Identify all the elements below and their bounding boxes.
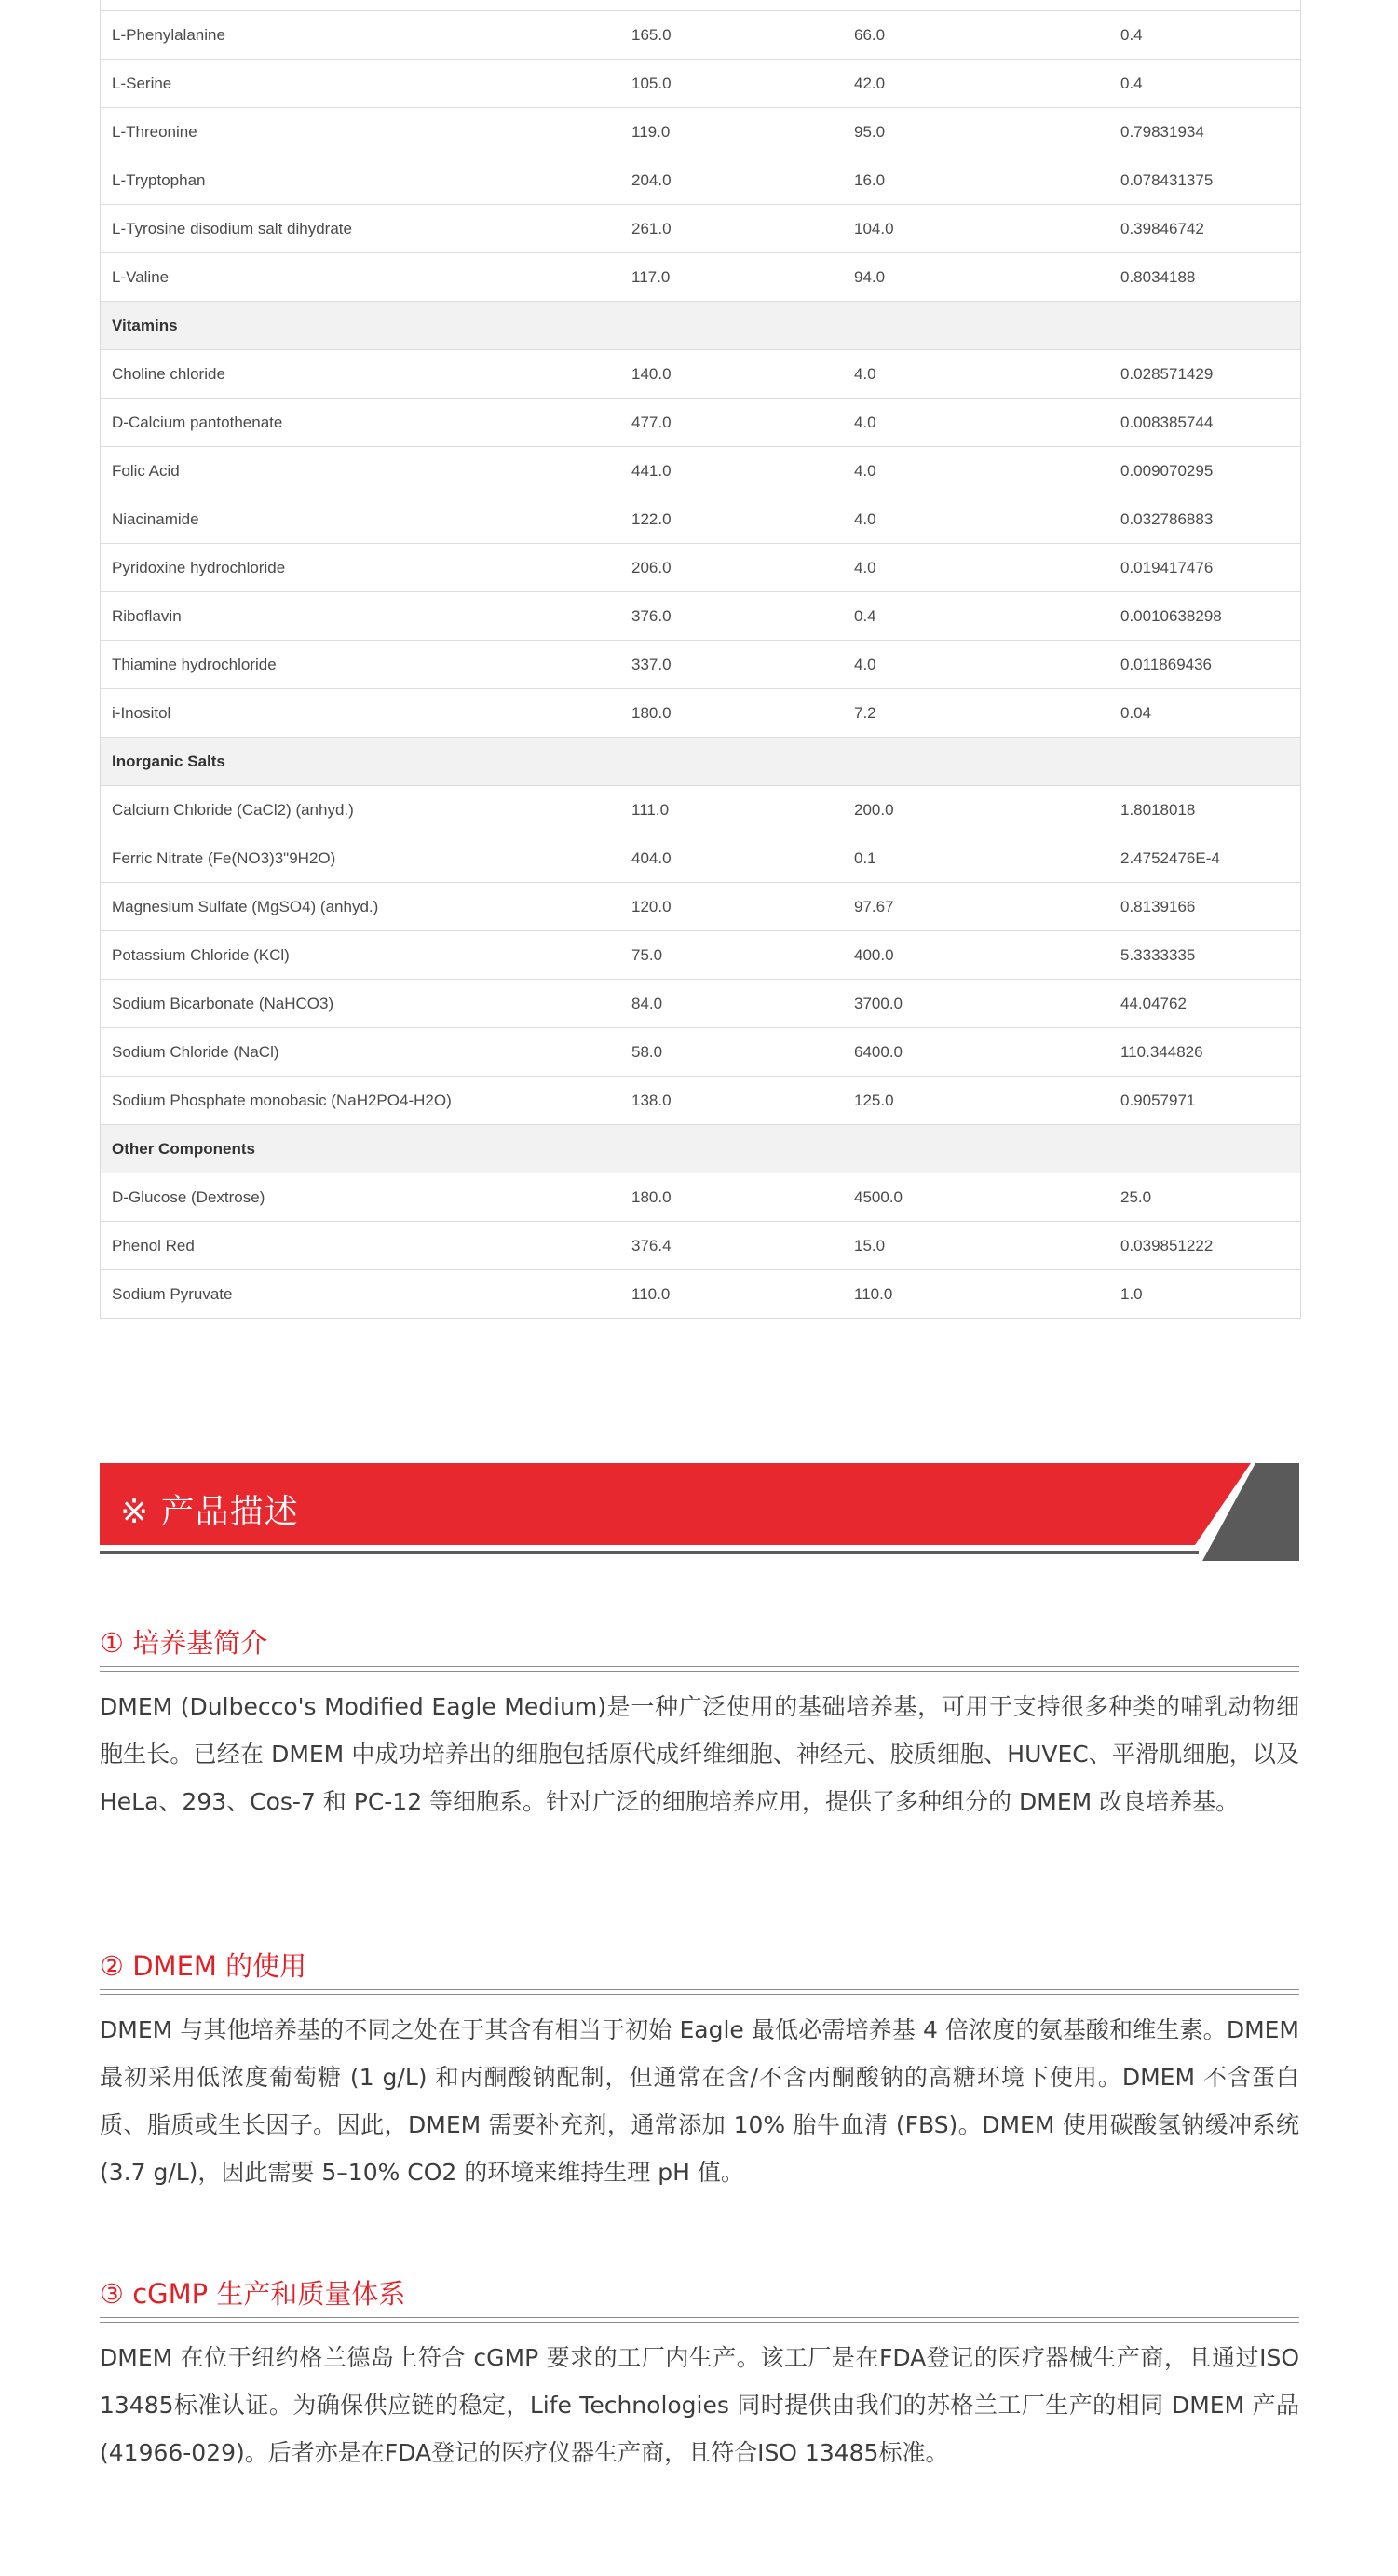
molecular-weight: 110.0 [631,1284,671,1303]
table-row [101,205,1300,253]
concentration: 4.0 [854,509,876,528]
component-name: D-Glucose (Dextrose) [112,1187,265,1206]
component-name: D-Calcium pantothenate [112,413,283,431]
table-row [101,1173,1300,1222]
molecular-weight: 111.0 [631,800,670,819]
molarity: 0.019417476 [1120,558,1214,576]
molecular-weight: 138.0 [631,1091,672,1109]
molarity: 25.0 [1120,1187,1152,1206]
concentration: 4.0 [854,558,876,576]
molarity: 0.8139166 [1120,897,1196,915]
category-name: Other Components [112,1139,255,1158]
molarity: 0.4 [1120,74,1143,92]
molecular-weight: 180.0 [631,703,672,722]
concentration: 4.0 [854,461,876,480]
molecular-weight: 122.0 [631,509,672,528]
component-name: Sodium Chloride (NaCl) [112,1042,279,1061]
concentration: 15.0 [854,1236,886,1254]
table-row [101,592,1300,641]
table-row [101,641,1300,689]
table-row [101,980,1300,1028]
section-banner [100,1463,1299,1561]
concentration: 4.0 [854,413,876,431]
table-row [101,253,1300,302]
molecular-weight: 58.0 [631,1042,663,1061]
molarity: 1.0 [1120,1284,1143,1303]
molarity: 0.008385744 [1120,413,1214,431]
concentration: 94.0 [854,267,886,286]
concentration: 16.0 [854,170,886,189]
molarity: 0.028571429 [1120,364,1214,383]
molarity: 0.009070295 [1120,461,1214,480]
molecular-weight: 376.4 [631,1236,672,1254]
component-name: L-Threonine [112,122,197,141]
section-title: ② DMEM 的使用 [100,1950,307,1982]
molarity: 110.344826 [1120,1042,1203,1061]
table-row [101,931,1300,980]
component-name: L-Phenylalanine [112,25,225,44]
concentration: 110.0 [854,1284,893,1303]
component-name: Choline chloride [112,364,225,383]
molecular-weight: 180.0 [631,1187,672,1206]
table-row [101,399,1300,447]
table-row [101,1270,1300,1319]
molarity: 2.4752476E-4 [1120,848,1220,867]
molecular-weight: 404.0 [631,848,672,867]
section-intro [100,1621,1299,1825]
section-divider [100,2317,1299,2323]
component-name: Sodium Pyruvate [112,1284,233,1303]
table-row [101,350,1300,399]
banner-title: ※ 产品描述 [120,1493,299,1531]
section-divider [100,1666,1299,1672]
molarity: 0.8034188 [1120,267,1196,286]
molecular-weight: 105.0 [631,74,672,92]
concentration: 97.67 [854,897,894,915]
component-name: Calcium Chloride (CaCl2) (anhyd.) [112,800,354,819]
section-title: ① 培养基简介 [100,1627,268,1659]
molecular-weight: 165.0 [631,25,672,44]
table-row [101,495,1300,544]
section-divider [100,1989,1299,1995]
component-name: Ferric Nitrate (Fe(NO3)3"9H2O) [112,848,336,867]
concentration: 125.0 [854,1091,894,1109]
section-title: ③ cGMP 生产和质量体系 [100,2278,406,2310]
category-name: Inorganic Salts [112,752,225,770]
component-name: L-Serine [112,74,172,92]
molarity: 0.011869436 [1120,655,1213,673]
concentration: 95.0 [854,122,886,141]
table-row [101,11,1300,60]
molarity: 0.039851222 [1120,1236,1214,1254]
concentration: 4.0 [854,655,876,673]
section-body: DMEM 与其他培养基的不同之处在于其含有相当于初始 Eagle 最低必需培养基 4 倍浓度的氨基酸和维生素。DMEM 最初采用低浓度葡萄糖 (1 g/L) 和丙酮酸钠配制，但通常在含/不含丙酮酸钠的高糖环境下使用。DMEM 不含蛋白质、脂质或生长因子。因此，DMEM 需要补充剂，通常添加 10% 胎牛血清 (FBS)。DMEM 使用碳酸氢钠缓冲系统 (3.7 g/L)，因此需要 5–10% CO2 的环境来维持生理 pH 值。 [100,2016,1299,2186]
molecular-weight: 376.0 [631,606,672,625]
table-category-row [101,738,1300,786]
molarity: 44.04762 [1120,994,1187,1012]
molarity: 5.3333335 [1120,945,1196,964]
molecular-weight: 204.0 [631,170,672,189]
table-row [101,1222,1300,1270]
component-name: Folic Acid [112,461,180,480]
table-row [101,883,1300,931]
composition-table [100,0,1301,1319]
concentration: 3700.0 [854,994,903,1012]
component-name: Niacinamide [112,509,199,528]
molarity: 1.8018018 [1120,800,1196,819]
component-name: Sodium Bicarbonate (NaHCO3) [112,994,334,1012]
table-body [101,11,1300,1319]
molarity: 0.4 [1120,25,1143,44]
table-row [101,689,1300,738]
molarity: 0.078431375 [1120,170,1214,189]
molarity: 0.9057971 [1120,1091,1196,1109]
component-name: Sodium Phosphate monobasic (NaH2PO4-H2O) [112,1091,452,1109]
concentration: 7.2 [854,703,876,722]
table-row [101,156,1300,205]
molecular-weight: 140.0 [631,364,672,383]
molarity: 0.032786883 [1120,509,1214,528]
component-name: Riboflavin [112,606,182,625]
concentration: 0.1 [854,848,876,867]
concentration: 4.0 [854,364,876,383]
table-row [101,834,1300,883]
table-row [101,1077,1300,1125]
molecular-weight: 84.0 [631,994,663,1012]
molarity: 0.79831934 [1120,122,1204,141]
component-name: Thiamine hydrochloride [112,655,277,673]
molarity: 0.39846742 [1120,219,1204,237]
component-name: Pyridoxine hydrochloride [112,558,286,576]
concentration: 200.0 [854,800,894,819]
table-row [101,786,1300,834]
table-row [101,1028,1300,1077]
molecular-weight: 120.0 [631,897,672,915]
concentration: 0.4 [854,606,876,625]
concentration: 42.0 [854,74,886,92]
component-name: L-Tryptophan [112,170,206,189]
component-name: L-Valine [112,267,170,286]
molarity: 0.0010638298 [1120,606,1222,625]
table-top-spacer [101,0,1300,11]
section-usage [100,1945,1299,2196]
component-name: Phenol Red [112,1236,195,1254]
component-name: Magnesium Sulfate (MgSO4) (anhyd.) [112,897,379,915]
molecular-weight: 119.0 [631,122,671,141]
table-row [101,447,1300,495]
concentration: 66.0 [854,25,886,44]
molecular-weight: 261.0 [631,219,672,237]
molecular-weight: 337.0 [631,655,672,673]
molecular-weight: 206.0 [631,558,672,576]
concentration: 6400.0 [854,1042,903,1061]
table-category-row [101,1125,1300,1173]
molarity: 0.04 [1120,703,1152,722]
component-name: i-Inositol [112,703,171,722]
table-row [101,544,1300,592]
section-cgmp [100,2272,1299,2476]
section-body: DMEM 在位于纽约格兰德岛上符合 cGMP 要求的工厂内生产。该工厂是在FDA登记的医疗器械生产商，且通过ISO 13485标准认证。为确保供应链的稳定，Life Technologies 同时提供由我们的苏格兰工厂生产的相同 DMEM 产品 (41966-029)。后者亦是在FDA登记的医疗仪器生产商，且符合ISO 13485标准。 [100,2344,1299,2466]
molecular-weight: 75.0 [631,945,663,964]
molecular-weight: 477.0 [631,413,672,431]
category-name: Vitamins [112,316,178,334]
concentration: 4500.0 [854,1187,903,1206]
table-category-row [101,302,1300,350]
section-body: DMEM (Dulbecco's Modified Eagle Medium)是一种广泛使用的基础培养基，可用于支持很多种类的哺乳动物细胞生长。已经在 DMEM 中成功培养出的细胞包括原代成纤维细胞、神经元、胶质细胞、HUVEC、平滑肌细胞，以及 HeLa、293、Cos-7 和 PC-12 等细胞系。针对广泛的细胞培养应用，提供了多种组分的 DMEM 改良培养基。 [100,1693,1299,1815]
molecular-weight: 441.0 [631,461,672,480]
table-row [101,108,1300,156]
concentration: 400.0 [854,945,894,964]
component-name: L-Tyrosine disodium salt dihydrate [112,219,352,237]
concentration: 104.0 [854,219,894,237]
table-row [101,60,1300,108]
component-name: Potassium Chloride (KCl) [112,945,290,964]
molecular-weight: 117.0 [631,267,671,286]
